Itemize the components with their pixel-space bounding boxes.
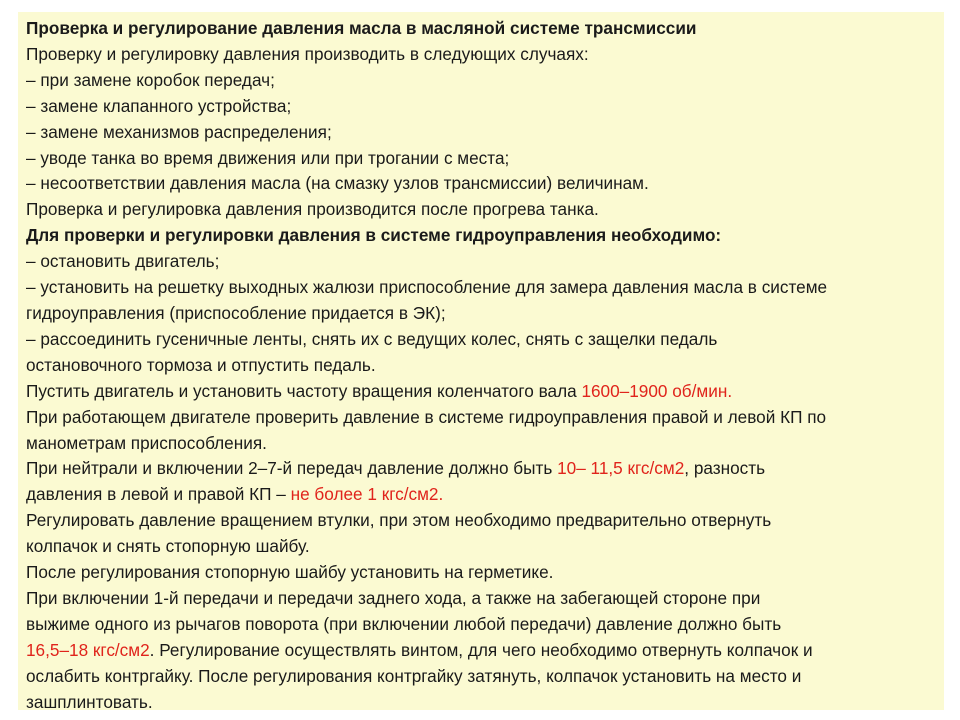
intro-line: Проверку и регулировку давления производить в следующих случаях:	[26, 43, 589, 64]
neutral-line-2	[26, 482, 936, 508]
first-gear-line-5: зашплинтовать.	[26, 691, 153, 710]
case-item-4: – уводе танка во время движения или при трогании с места;	[26, 147, 510, 168]
case-item-2: – замене клапанного устройства;	[26, 95, 292, 116]
first-gear-line-2: выжиме одного из рычагов поворота (при включении любой передачи) давление должно быть	[26, 613, 782, 634]
case-item-5: – несоответствии давления масла (на смазку узлов трансмиссии) величинам.	[26, 173, 649, 194]
neutral-text: При нейтрали и включении 2–7-й передач давление должно быть	[26, 458, 558, 479]
warmup-line: Проверка и регулировка давления производится после прогрева танка.	[26, 199, 599, 220]
difference-text: давления в левой и правой КП –	[26, 484, 291, 505]
step-disconnect-tracks-line-1: – рассоединить гусеничные ленты, снять их с ведущих колес, снять с защелки педаль	[26, 328, 718, 349]
document-slide	[18, 12, 944, 710]
first-gear-line-4: ослабить контргайку. После регулирования контргайку затянуть, колпачок установить на место и	[26, 665, 802, 686]
difference-value: не более 1 кгс/см2.	[290, 484, 444, 505]
first-gear-pressure-value: 16,5–18 кгс/см2	[26, 639, 150, 660]
first-gear-screw-text: . Регулирование осуществлять винтом, для чего необходимо отвернуть колпачок и	[149, 639, 813, 660]
rpm-value: 1600–1900 об/мин.	[581, 380, 733, 401]
case-item-1: – при замене коробок передач;	[26, 69, 275, 90]
check-line-1: При работающем двигателе проверить давление в системе гидроуправления правой и левой КП по	[26, 406, 827, 427]
step-disconnect-tracks-line-2: остановочного тормоза и отпустить педаль.	[26, 354, 376, 375]
sleeve-line-2: колпачок и снять стопорную шайбу.	[26, 536, 310, 557]
sleeve-line-1: Регулировать давление вращением втулки, при этом необходимо предварительно отвернуть	[26, 510, 772, 531]
engine-line	[26, 379, 936, 405]
document-title: Проверка и регулирование давления масла в масляной системе трансмиссии	[26, 18, 697, 38]
sealant-line: После регулирования стопорную шайбу установить на герметике.	[26, 562, 554, 583]
case-item-3: – замене механизмов распределения;	[26, 121, 332, 142]
neutral-pressure-value: 10– 11,5 кгс/см2	[557, 458, 685, 479]
step-stop-engine: – остановить двигатель;	[26, 251, 220, 272]
engine-text: Пустить двигатель и установить частоту вращения коленчатого вала	[26, 380, 582, 401]
step-install-gauge-line-1: – установить на решетку выходных жалюзи приспособление для замера давления масла в системе	[26, 277, 828, 298]
check-line-2: манометрам приспособления.	[26, 432, 267, 453]
hydro-heading: Для проверки и регулировки давления в системе гидроуправления необходимо:	[26, 225, 722, 246]
neutral-line-1	[26, 456, 936, 482]
neutral-tail: , разность	[684, 458, 766, 479]
step-install-gauge-line-2: гидроуправления (приспособление придается в ЭК);	[26, 302, 446, 323]
first-gear-line-3	[26, 638, 936, 664]
first-gear-line-1: При включении 1-й передачи и передачи заднего хода, а также на забегающей стороне при	[26, 587, 761, 608]
